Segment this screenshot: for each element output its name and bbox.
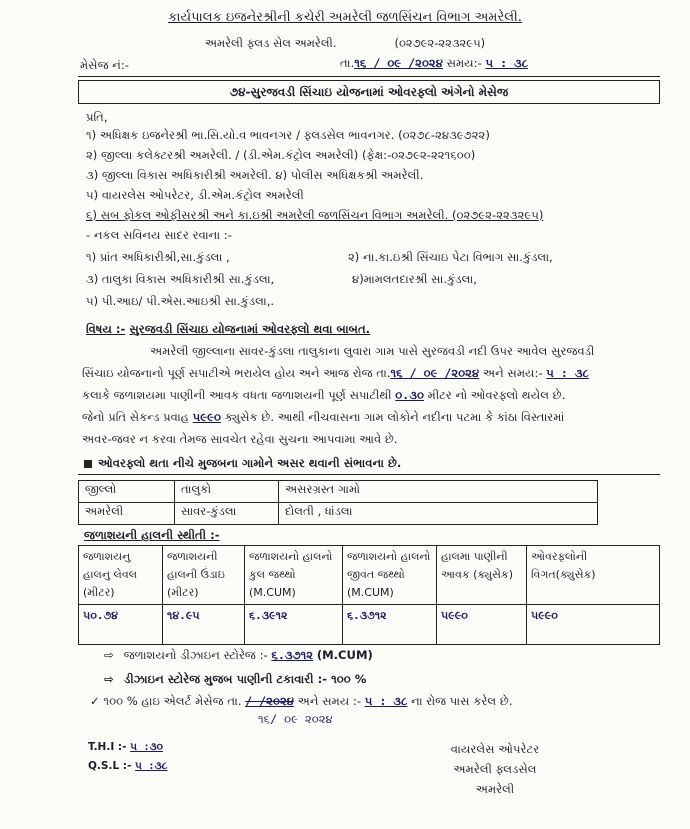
message-date-time [340,56,528,71]
body-line-2: સિંચાઇ યોજનાનો પૂર્ણ સપાટીએ ભરાયેલ હોય અને આજ રોજ તા.૧૬ / ૦૯ /૨૦૨૪ અને સમય:- ૫ : ૩૮ [82,366,589,380]
thi-value: ૫ :૩૦ [130,741,163,753]
affected-heading: ઓવરફ્લો થતા નીચે મુજબના ગામોને અસર થવાની સંભાવના છે. [84,456,401,471]
table-header-cell: જળાશયની હાલની ઉંડાઇ (મીટર) [163,546,245,605]
qsl-value: ૫ :૩૮ [135,760,168,772]
table-header-cell: જળાશયનો હાલનો કુલ જથ્થો (M.CUM) [245,546,343,605]
body-line-3: કલાકે જળાશયમા પાણીની આવક વધતા જળાશયની પૂર્ણ સપાટીથી ૦.૩૦ મીટર નો ઓવરફ્લો થયેલ છે. [82,388,566,402]
flood-cell-name: અમરેલી ફ્લડ સેલ અમરેલી. [204,36,337,50]
to-label: પ્રતિ, [86,110,108,124]
recipient-2: ૨) જીલ્લા કલેક્ટરશ્રી અમરેલી. / (ડી.એમ.કંટ્રોલ અમરેલી) (ફેક્ષ:-૦૨૭૯૨-૨૨૧૬૦૦) [86,148,476,162]
affected-divider [78,474,660,475]
subject-line [86,322,370,337]
overflow-level: ૦.૩૦ [395,388,424,402]
affected-villages-table [78,480,598,525]
live-storage-value: ૬.૩૭૧૨ [343,605,437,645]
time-label: સમય:- [446,56,482,70]
body-time: ૫ : ૩૮ [546,366,589,380]
handwritten-date: ૧૬/ ૦૯ ૨૦૨૪ [258,712,333,726]
villages-cell: દોલતી , ધાંડલા [279,503,598,525]
flood-cell-line [0,36,690,51]
reservoir-status-table [78,545,660,645]
subject-box: ૭૪-સુરજવડી સિંચાઇ યોજનામાં ઓવરફ્લો અંગેનો મેસેજ [78,80,660,104]
table-header-cell: જીલ્લો [79,481,175,503]
copy-3: ૩) તાલુકા વિકાસ અધિકારીશ્રી સા.કુંડલા, [86,272,275,286]
copy-5: ૫) પી.આઇ/ પી.એસ.આઇશ્રી સા.કુંડલા,. [86,294,275,308]
design-percent-value: ૧૦૦ % [331,672,367,686]
divider-line [78,76,660,77]
overflow-value: ૫૯૯૦ [527,605,660,645]
recipient-4: ૫) વાયરલેસ ઓપરેટર, ડી.એમ.કંટ્રોલ અમરેલી [86,188,304,202]
depth-value: ૧૪.૯૫ [163,605,245,645]
office-phone: (૦૨૭૯૨-૨૨૩૨૯૫) [394,36,486,50]
table-header-cell: જળાશયનો હાલનો જીવંત જથ્થો (M.CUM) [343,546,437,605]
table-row [79,503,598,525]
table-header-cell: હાલમા પાણીની આવક (ક્યુસેક) [437,546,527,605]
table-header-cell: અસરગ્રસ્ત ગામો [279,481,598,503]
message-number-label: મેસેજ નં:- [80,58,129,72]
thi-line: T.H.I :- ૫ :૩૦ [88,741,163,753]
table-header-cell: ઓવરફ્લોની વિગત(ક્યુસેક) [527,546,660,605]
recipient-3: ૩) જીલ્લા વિકાસ અધિકારીશ્રી અમરેલી. ૪) પોલીસ અધિક્ષકશ્રી અમરેલી. [86,168,424,182]
qsl-line: Q.S.L :- ૫ :૩૮ [88,760,168,772]
copy-2: ૨) ના.કા.ઇશ્રી સિંચાઇ પેટા વિભાગ સા.કુંડલા, [348,250,553,264]
design-storage-value: ૬.૩૭૧૨ [271,648,314,662]
arrow-right-icon: ⇨ [104,672,114,686]
taluka-cell: સાવર-કુંડલા [175,503,279,525]
subject-text: સુરજવડી સિંચાઇ યોજનામાં ઓવરફ્લો થવા બાબત. [129,322,371,336]
message-date: ૧૬ / ૦૯ /૨૦૨૪ [354,56,443,70]
district-cell: અમરેલી [79,503,175,525]
recipient-6: ૬) સબ ફોકલ ઓફીસરશ્રી અને કા.ઇશ્રી અમરેલી જળસિંચન વિભાગ અમરેલી. (૦૨૭૯૨-૨૨૩૨૯૫) [86,208,544,222]
level-value: ૫૦.૭૪ [79,605,163,645]
signature-office: અમરેલી ફ્લડસેલ [453,762,537,776]
table-row [79,546,660,605]
date-label: તા. [340,56,355,70]
gross-storage-value: ૬.૩૯૧૨ [245,605,343,645]
alert-line: ✓ ૧૦૦ % હાઇ એલર્ટ મેસેજ તા. / /૨૦૨૪ અને સમય :- ૫ : ૩૮ ના રોજ પાસ કરેલ છે. [90,694,513,708]
alert-time: ૫ : ૩૮ [364,694,408,708]
table-row [79,605,660,645]
design-percent-line: ⇨ ડીઝાઇન સ્ટોરેજ મુજબ પાણીની ટકાવારી :- ૧૦૦ % [104,672,367,686]
table-row [79,481,598,503]
recipient-1: ૧) અધિક્ષક ઇજનેરશ્રી ભા.સિ.યો.વ ભાવનગર / ફ્લડસેલ ભાવનગર. (૦૨૭૮-૨૪૩૯૭૨૨) [86,128,490,142]
subject-label: વિષય :- [86,322,126,336]
body-date: ૧૬ / ૦૯ /૨૦૨૪ [390,366,480,380]
signature-place: અમરેલી [475,782,515,796]
copy-4: ૪)મામલતદારશ્રી સા.કુંડલા, [352,272,477,286]
body-line-1: અમરેલી જીલ્લાના સાવર-કુંડલા તાલુકાના લુવારા ગામ પાસે સુરજવડી નદી ઉપર આવેલ સુરજવડી [150,344,595,358]
copy-to-label: - નકલ સવિનય સાદર રવાના :- [86,228,232,242]
bullet-icon [84,460,92,468]
struck-date: / /૨૦૨૪ [245,694,294,708]
office-title: કાર્યપાલક ઇજનેરશ્રીની કચેરી અમરેલી જળસિંચન વિભાગ અમરેલી. [168,10,522,25]
copy-1: ૧) પ્રાંત અધિકારીશ્રી,સા.કુંડલા , [86,250,230,264]
reservoir-heading: જળાશયની હાલની સ્થીતી :- [84,528,220,542]
design-storage-line: ⇨ જળાશયનો ડીઝાઇન સ્ટોરેજ :- ૬.૩૭૧૨ (M.CUM) [104,648,373,662]
flow-cusec: ૫૯૯૦ [192,410,221,424]
signature-designation: વાયરલેસ ઓપરેટર [450,742,540,756]
table-header-cell: જળાશયનુ હાલનુ લેવલ (મીટર) [79,546,163,605]
inflow-value: ૫૯૯૦ [437,605,527,645]
arrow-right-icon: ⇨ [104,648,114,662]
check-icon: ✓ [90,694,100,708]
body-line-5: અવર-જવર ન કરવા તેમજ સાવચેત રહેવા સુચના આપવામા આવે છે. [82,432,398,446]
message-time: ૫ : ૩૮ [485,56,529,70]
table-header-cell: તાલુકો [175,481,279,503]
body-line-4: જેનો પ્રતિ સેકન્ડ પ્રવાહ ૫૯૯૦ ક્યુસેક છે. આથી નીચવાસના ગામ લોકોને નદીના પટમા કે કાંઠા વિસ્તારમાં [82,410,565,424]
